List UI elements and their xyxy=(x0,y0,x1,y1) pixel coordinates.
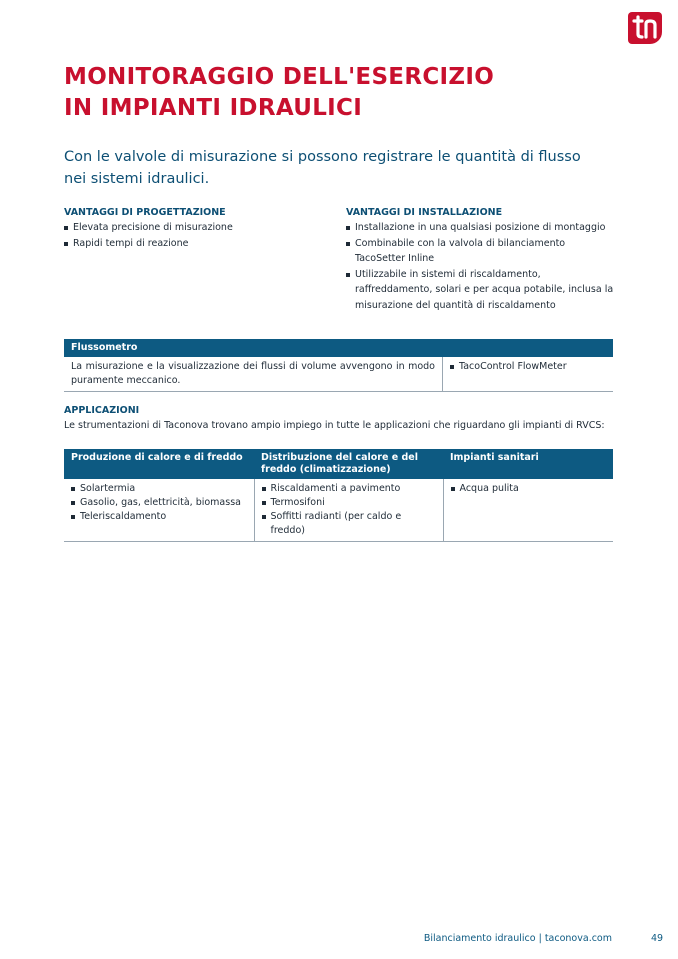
applications-col-header: Distribuzione del calore e del freddo (climatizzazione) xyxy=(254,449,443,479)
tn-logo-icon xyxy=(628,12,662,44)
list-item: Acqua pulita xyxy=(451,482,607,496)
applications-heading: APPLICAZIONI xyxy=(64,405,140,416)
design-advantages xyxy=(64,206,324,251)
installation-advantages-heading: VANTAGGI DI INSTALLAZIONE xyxy=(346,207,503,218)
list-item: Rapidi tempi di reazione xyxy=(64,236,324,252)
list-item: Termosifoni xyxy=(262,496,436,510)
list-item: Gasolio, gas, elettricità, biomassa xyxy=(71,496,247,510)
flowmeter-header: Flussometro xyxy=(64,339,613,357)
title-line-2: IN IMPIANTI IDRAULICI xyxy=(64,95,363,121)
page-subtitle xyxy=(64,146,604,190)
applications-cell xyxy=(443,479,613,542)
list-item: Utilizzabile in sistemi di riscaldamento, raffreddamento, solari e per acqua potabile, inclusa la misurazione del quantità di riscaldamento xyxy=(346,267,616,314)
applications-cell xyxy=(254,479,443,542)
flowmeter-table xyxy=(64,339,613,392)
list-item: Teleriscaldamento xyxy=(71,510,247,524)
applications-intro: Le strumentazioni di Taconova trovano ampio impiego in tutte le applicazioni che riguardano gli impianti di RVCS: xyxy=(64,420,605,431)
taconova-logo xyxy=(628,12,662,44)
applications-col-header: Produzione di calore e di freddo xyxy=(64,449,254,479)
installation-advantages xyxy=(346,206,616,313)
page-title xyxy=(64,62,624,124)
list-item: Elevata precisione di misurazione xyxy=(64,220,324,236)
applications-table xyxy=(64,449,613,542)
list-item: TacoControl FlowMeter xyxy=(450,360,606,374)
subtitle-line-2: nei sistemi idraulici. xyxy=(64,171,210,187)
subtitle-line-1: Con le valvole di misurazione si possono registrare le quantità di flusso xyxy=(64,149,581,165)
installation-advantages-list xyxy=(346,220,616,313)
applications-cell xyxy=(64,479,254,542)
design-advantages-heading: VANTAGGI DI PROGETTAZIONE xyxy=(64,207,226,218)
list-item: Soffitti radianti (per caldo e freddo) xyxy=(262,510,436,538)
applications-col-header: Impianti sanitari xyxy=(443,449,613,479)
title-line-1: MONITORAGGIO DELL'ESERCIZIO xyxy=(64,64,495,90)
page-number: 49 xyxy=(651,933,664,944)
flowmeter-description: La misurazione e la visualizzazione dei flussi di volume avvengono in modo puramente meccanico. xyxy=(64,357,443,392)
footer-text: Bilanciamento idraulico | taconova.com xyxy=(423,933,612,944)
flowmeter-product-cell xyxy=(443,357,614,392)
list-item: Installazione in una qualsiasi posizione di montaggio xyxy=(346,220,616,236)
list-item: Solartermia xyxy=(71,482,247,496)
list-item: Riscaldamenti a pavimento xyxy=(262,482,436,496)
list-item: Combinabile con la valvola di bilanciamento TacoSetter Inline xyxy=(346,236,616,267)
design-advantages-list xyxy=(64,220,324,251)
